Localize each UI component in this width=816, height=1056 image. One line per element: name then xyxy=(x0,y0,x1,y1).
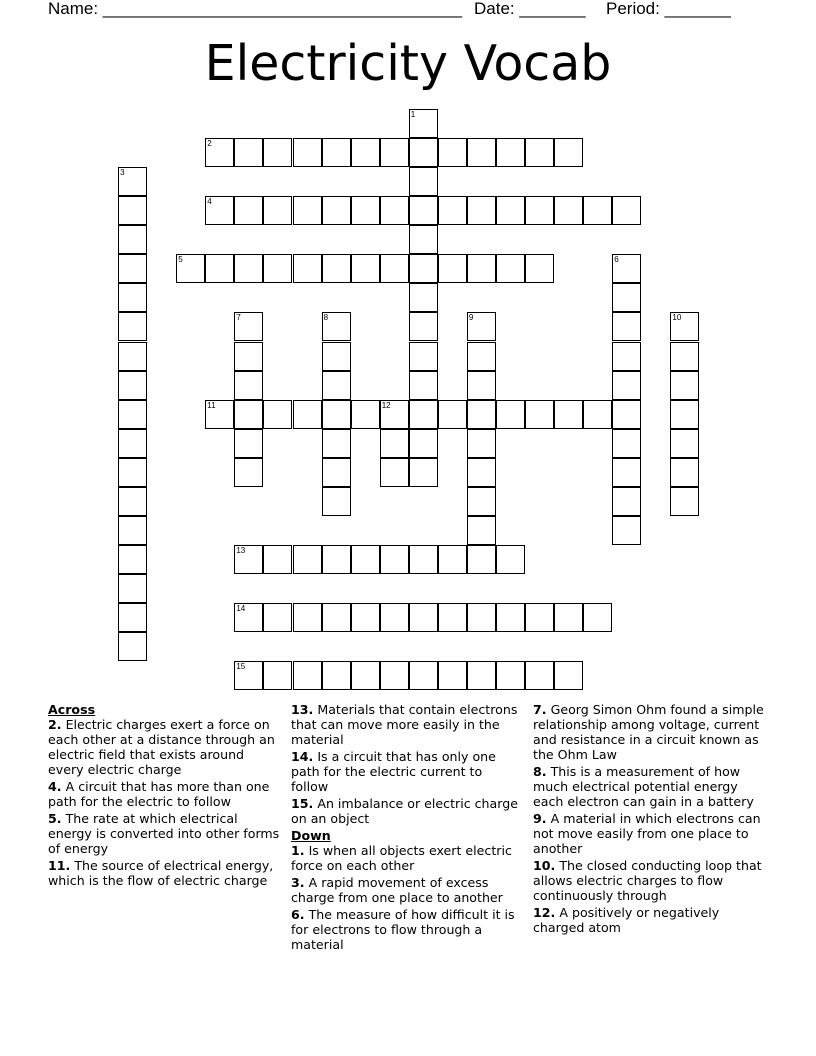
clue-text: The closed conducting loop that allows electric charges to flow continuously through xyxy=(533,858,762,903)
crossword-cell[interactable] xyxy=(525,661,554,690)
crossword-cell[interactable] xyxy=(496,661,525,690)
crossword-cell[interactable] xyxy=(467,458,496,487)
crossword-cell[interactable] xyxy=(525,254,554,283)
clue-text: Materials that contain electrons that can move more easily in the material xyxy=(291,702,518,747)
name-field-label[interactable]: Name: ______________________________________ xyxy=(48,0,463,18)
crossword-cell[interactable] xyxy=(118,371,147,400)
crossword-cell[interactable] xyxy=(525,138,554,167)
period-field-label[interactable]: Period: _______ xyxy=(606,0,731,18)
crossword-cell[interactable] xyxy=(496,138,525,167)
crossword-cell[interactable] xyxy=(322,545,351,574)
crossword-cell[interactable] xyxy=(380,429,409,458)
clue-column-1 xyxy=(48,702,282,890)
crossword-cell[interactable] xyxy=(409,196,438,225)
clue-text: Electric charges exert a force on each other at a distance through an electric field that exists around every electric charge xyxy=(48,717,275,777)
crossword-cell[interactable] xyxy=(234,196,263,225)
crossword-cell[interactable] xyxy=(496,400,525,429)
crossword-cell[interactable] xyxy=(234,312,263,341)
crossword-cell[interactable] xyxy=(409,661,438,690)
crossword-cell[interactable] xyxy=(409,225,438,254)
crossword-cell[interactable] xyxy=(438,400,467,429)
crossword-cell[interactable] xyxy=(409,342,438,371)
crossword-cell[interactable] xyxy=(438,661,467,690)
clue-text: The source of electrical energy, which is the flow of electric charge xyxy=(48,858,274,888)
clue-number: 2. xyxy=(48,717,62,732)
crossword-cell[interactable] xyxy=(351,254,380,283)
clue-number: 7. xyxy=(533,702,547,717)
crossword-cell[interactable] xyxy=(409,109,438,138)
crossword-cell[interactable] xyxy=(670,429,699,458)
crossword-cell[interactable] xyxy=(670,342,699,371)
crossword-cell[interactable] xyxy=(263,196,292,225)
crossword-cell[interactable] xyxy=(263,603,292,632)
crossword-cell[interactable] xyxy=(351,603,380,632)
crossword-cell[interactable] xyxy=(467,603,496,632)
crossword-cell[interactable] xyxy=(409,283,438,312)
crossword-cell[interactable] xyxy=(467,516,496,545)
crossword-cell[interactable] xyxy=(322,400,351,429)
clue-number: 3. xyxy=(291,875,305,890)
crossword-cell[interactable] xyxy=(612,283,641,312)
clue-down-1 xyxy=(291,843,523,873)
clue-number: 8. xyxy=(533,764,547,779)
page-title: Electricity Vocab xyxy=(204,35,612,92)
crossword-cell[interactable] xyxy=(118,196,147,225)
crossword-cell[interactable] xyxy=(467,487,496,516)
crossword-cell[interactable] xyxy=(380,138,409,167)
crossword-cell[interactable] xyxy=(409,603,438,632)
clue-column-3 xyxy=(533,702,769,937)
crossword-cell[interactable] xyxy=(525,196,554,225)
crossword-cell[interactable] xyxy=(525,400,554,429)
crossword-cell[interactable] xyxy=(467,138,496,167)
crossword-cell[interactable] xyxy=(351,138,380,167)
crossword-cell[interactable] xyxy=(351,400,380,429)
crossword-cell[interactable] xyxy=(612,196,641,225)
clue-text: A circuit that has more than one path for the electric to follow xyxy=(48,779,270,809)
clue-number: 5. xyxy=(48,811,62,826)
crossword-cell[interactable] xyxy=(670,487,699,516)
crossword-cell[interactable] xyxy=(176,254,205,283)
crossword-cell[interactable] xyxy=(293,138,322,167)
clue-number: 4. xyxy=(48,779,62,794)
crossword-cell[interactable] xyxy=(409,400,438,429)
clue-number: 14. xyxy=(291,749,314,764)
crossword-cell[interactable] xyxy=(409,138,438,167)
crossword-cell[interactable] xyxy=(670,371,699,400)
crossword-cell[interactable] xyxy=(263,254,292,283)
crossword-cell[interactable] xyxy=(380,254,409,283)
crossword-cell[interactable] xyxy=(409,458,438,487)
crossword-cell[interactable] xyxy=(205,196,234,225)
clue-down-8 xyxy=(533,764,769,809)
cell-number: 9 xyxy=(468,313,474,323)
crossword-cell[interactable] xyxy=(612,312,641,341)
crossword-cell[interactable] xyxy=(525,603,554,632)
clue-text: A rapid movement of excess charge from one place to another xyxy=(291,875,503,905)
crossword-cell[interactable] xyxy=(670,312,699,341)
clue-across-15 xyxy=(291,796,523,826)
crossword-cell[interactable] xyxy=(118,254,147,283)
crossword-cell[interactable] xyxy=(234,429,263,458)
cell-number: 1 xyxy=(410,110,416,119)
clue-text: This is a measurement of how much electrical potential energy each electron can gain in a battery xyxy=(533,764,754,809)
crossword-cell[interactable] xyxy=(234,138,263,167)
cell-number: 13 xyxy=(236,546,246,556)
crossword-cell[interactable] xyxy=(205,254,234,283)
crossword-cell[interactable] xyxy=(409,167,438,196)
clue-column-2 xyxy=(291,702,523,954)
crossword-cell[interactable] xyxy=(118,225,147,254)
crossword-cell[interactable] xyxy=(234,371,263,400)
crossword-cell[interactable] xyxy=(118,167,147,196)
crossword-cell[interactable] xyxy=(554,196,583,225)
crossword-cell[interactable] xyxy=(118,603,147,632)
clue-down-12 xyxy=(533,905,769,935)
crossword-cell[interactable] xyxy=(118,342,147,371)
cell-number: 7 xyxy=(236,313,241,323)
crossword-cell[interactable] xyxy=(467,545,496,574)
crossword-cell[interactable] xyxy=(438,138,467,167)
cell-number: 2 xyxy=(207,139,212,149)
crossword-cell[interactable] xyxy=(351,661,380,690)
crossword-cell[interactable] xyxy=(467,312,496,341)
crossword-cell[interactable] xyxy=(467,429,496,458)
clue-across-5 xyxy=(48,811,282,856)
crossword-cell[interactable] xyxy=(118,400,147,429)
crossword-cell[interactable] xyxy=(118,632,147,661)
crossword-cell[interactable] xyxy=(612,342,641,371)
clue-text: A material in which electrons can not move easily from one place to another xyxy=(533,811,761,856)
clue-number: 15. xyxy=(291,796,314,811)
clue-number: 11. xyxy=(48,858,71,873)
crossword-cell[interactable] xyxy=(612,487,641,516)
crossword-cell[interactable] xyxy=(118,312,147,341)
crossword-cell[interactable] xyxy=(322,138,351,167)
crossword-cell[interactable] xyxy=(205,400,234,429)
crossword-cell[interactable] xyxy=(438,254,467,283)
crossword-cell[interactable] xyxy=(322,661,351,690)
crossword-cell[interactable] xyxy=(234,400,263,429)
crossword-cell[interactable] xyxy=(380,400,409,429)
crossword-cell[interactable] xyxy=(612,400,641,429)
crossword-cell[interactable] xyxy=(583,196,612,225)
clue-down-10 xyxy=(533,858,769,903)
crossword-cell[interactable] xyxy=(583,400,612,429)
clue-across-2 xyxy=(48,717,282,777)
crossword-cell[interactable] xyxy=(554,138,583,167)
crossword-cell[interactable] xyxy=(118,283,147,312)
crossword-cell[interactable] xyxy=(351,545,380,574)
crossword-cell[interactable] xyxy=(234,458,263,487)
crossword-cell[interactable] xyxy=(234,545,263,574)
down-heading: Down xyxy=(291,828,331,843)
cell-number: 3 xyxy=(120,168,125,178)
crossword-cell[interactable] xyxy=(438,603,467,632)
crossword-cell[interactable] xyxy=(322,603,351,632)
crossword-cell[interactable] xyxy=(205,138,234,167)
clue-number: 9. xyxy=(533,811,547,826)
cell-number: 4 xyxy=(207,197,212,207)
crossword-cell[interactable] xyxy=(380,661,409,690)
crossword-cell[interactable] xyxy=(293,196,322,225)
crossword-cell[interactable] xyxy=(612,371,641,400)
clue-number: 12. xyxy=(533,905,556,920)
clue-text: An imbalance or electric charge on an object xyxy=(291,796,518,826)
crossword-cell[interactable] xyxy=(554,400,583,429)
crossword-cell[interactable] xyxy=(409,371,438,400)
crossword-cell[interactable] xyxy=(612,458,641,487)
crossword-cell[interactable] xyxy=(263,138,292,167)
crossword-cell[interactable] xyxy=(496,196,525,225)
cell-number: 8 xyxy=(323,313,329,323)
crossword-cell[interactable] xyxy=(380,603,409,632)
clue-text: Georg Simon Ohm found a simple relationship among voltage, current and resistance in a circuit known as the Ohm Law xyxy=(533,702,764,762)
crossword-cell[interactable] xyxy=(293,400,322,429)
crossword-cell[interactable] xyxy=(467,371,496,400)
crossword-cell[interactable] xyxy=(322,196,351,225)
clue-down-6 xyxy=(291,907,523,952)
clue-across-4 xyxy=(48,779,282,809)
crossword-cell[interactable] xyxy=(380,545,409,574)
crossword-cell[interactable] xyxy=(409,545,438,574)
crossword-cell[interactable] xyxy=(496,254,525,283)
crossword-cell[interactable] xyxy=(234,254,263,283)
crossword-cell[interactable] xyxy=(438,545,467,574)
clue-text: Is when all objects exert electric force on each other xyxy=(291,843,512,873)
cell-number: 10 xyxy=(672,313,682,323)
crossword-cell[interactable] xyxy=(118,545,147,574)
crossword-cell[interactable] xyxy=(322,312,351,341)
clue-number: 1. xyxy=(291,843,305,858)
crossword-cell[interactable] xyxy=(409,312,438,341)
crossword-cell[interactable] xyxy=(234,603,263,632)
crossword-cell[interactable] xyxy=(554,603,583,632)
clue-text: A positively or negatively charged atom xyxy=(533,905,720,935)
crossword-cell[interactable] xyxy=(467,254,496,283)
crossword-cell[interactable] xyxy=(293,603,322,632)
crossword-cell[interactable] xyxy=(234,342,263,371)
cell-number: 6 xyxy=(614,255,619,265)
crossword-cell[interactable] xyxy=(554,661,583,690)
crossword-cell[interactable] xyxy=(467,661,496,690)
crossword-cell[interactable] xyxy=(612,254,641,283)
clue-number: 13. xyxy=(291,702,314,717)
crossword-cell[interactable] xyxy=(380,196,409,225)
crossword-cell[interactable] xyxy=(118,487,147,516)
crossword-cell[interactable] xyxy=(322,429,351,458)
clue-across-14 xyxy=(291,749,523,794)
crossword-cell[interactable] xyxy=(118,574,147,603)
crossword-cell[interactable] xyxy=(380,458,409,487)
clue-text: The measure of how difficult it is for electrons to flow through a material xyxy=(291,907,515,952)
crossword-cell[interactable] xyxy=(670,458,699,487)
crossword-cell[interactable] xyxy=(263,661,292,690)
cell-number: 15 xyxy=(236,662,246,672)
cell-number: 12 xyxy=(381,400,391,410)
crossword-cell[interactable] xyxy=(583,603,612,632)
crossword-cell[interactable] xyxy=(293,254,322,283)
clue-number: 10. xyxy=(533,858,556,873)
crossword-cell[interactable] xyxy=(670,400,699,429)
crossword-cell[interactable] xyxy=(322,487,351,516)
crossword-cell[interactable] xyxy=(612,429,641,458)
clue-down-3 xyxy=(291,875,523,905)
crossword-cell[interactable] xyxy=(496,603,525,632)
clue-text: The rate at which electrical energy is converted into other forms of energy xyxy=(48,811,280,856)
crossword-cell[interactable] xyxy=(438,196,467,225)
crossword-cell[interactable] xyxy=(322,342,351,371)
crossword-cell[interactable] xyxy=(409,429,438,458)
crossword-cell[interactable] xyxy=(118,429,147,458)
crossword-cell[interactable] xyxy=(293,661,322,690)
crossword-cell[interactable] xyxy=(118,458,147,487)
crossword-cell[interactable] xyxy=(322,371,351,400)
crossword-cell[interactable] xyxy=(612,516,641,545)
cell-number: 5 xyxy=(178,255,183,265)
crossword-cell[interactable] xyxy=(467,400,496,429)
crossword-cell[interactable] xyxy=(467,196,496,225)
crossword-cell[interactable] xyxy=(263,545,292,574)
across-heading: Across xyxy=(48,702,96,717)
crossword-cell[interactable] xyxy=(351,196,380,225)
crossword-cell[interactable] xyxy=(496,545,525,574)
crossword-cell[interactable] xyxy=(322,458,351,487)
crossword-cell[interactable] xyxy=(118,516,147,545)
crossword-cell[interactable] xyxy=(263,400,292,429)
cell-number: 14 xyxy=(236,604,246,614)
clue-text: Is a circuit that has only one path for the electric current to follow xyxy=(291,749,496,794)
crossword-cell[interactable] xyxy=(322,254,351,283)
crossword-cell[interactable] xyxy=(409,254,438,283)
cell-number: 11 xyxy=(207,400,216,410)
clue-number: 6. xyxy=(291,907,305,922)
clue-across-11 xyxy=(48,858,282,888)
crossword-cell[interactable] xyxy=(467,342,496,371)
clue-down-7 xyxy=(533,702,769,762)
clue-across-13 xyxy=(291,702,523,747)
clue-down-9 xyxy=(533,811,769,856)
crossword-cell[interactable] xyxy=(234,661,263,690)
date-field-label[interactable]: Date: _______ xyxy=(474,0,586,18)
crossword-cell[interactable] xyxy=(293,545,322,574)
